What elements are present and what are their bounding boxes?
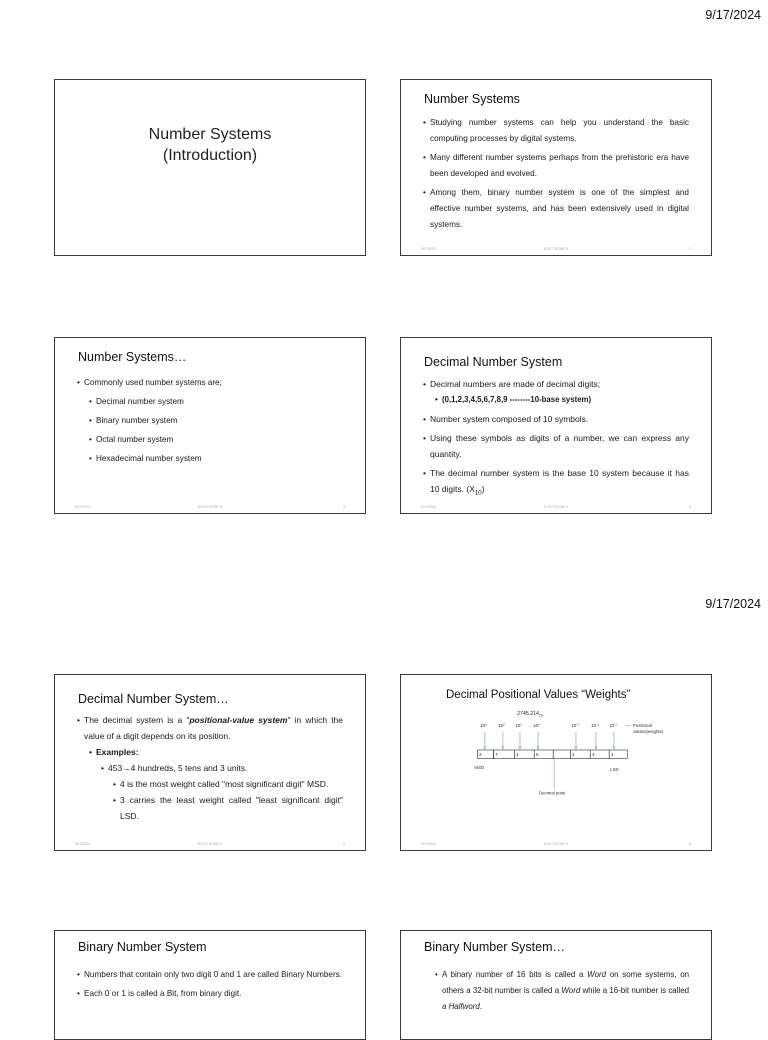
bullet-item: • Many different number systems perhaps from the prehistoric era have been developed and evolved. [423,150,689,182]
slide-heading: Number Systems [424,92,520,106]
weights-diagram [401,675,712,843]
power-label: $10^1$ [515,722,522,729]
footer-date: 9/17/2024 [421,842,437,846]
bullet-item: • Hexadecimal number system [89,449,343,468]
title-line: Number Systems [148,126,272,143]
slide-number: 4 [689,505,691,509]
bullet-text: " in which the value of a digit depends on its position. [84,715,344,741]
footer-center: ELECTRONICS [197,842,223,846]
slide-footer [421,247,691,251]
msd-label: MSD [474,764,485,770]
bullet-item: • Numbers that contain only two digit 0 and 1 are called Binary Numbers. [77,967,343,983]
digit-value: 4 [516,752,519,758]
footer-date: 9/17/2024 [421,505,437,509]
emphasis: Word [587,970,607,979]
digit-value: 7 [495,752,498,758]
slide-heading: Decimal Number System… [78,692,229,706]
footer-date: 9/17/2024 [421,247,437,251]
digit-value: 1 [592,752,595,758]
bullet-text: A binary number of 16 bits is called a [442,970,588,979]
bullet-item: • Using these symbols as digits of a number, we can express any quantity. [423,430,689,462]
bullet-list [77,712,343,824]
number-label: $2745.214_{10}$ [517,710,543,718]
bullet-item: • Decimal number system [89,392,343,411]
slide-heading: Binary Number System… [424,940,566,954]
power-label: $10^{-2}$ [591,722,599,729]
emphasis: Halfword [448,1002,480,1011]
bullet-list [435,967,689,1015]
bullet-item: • Number system composed of 10 symbols. [423,411,689,427]
bullet-item [423,465,689,502]
bullet-item: • Among them, binary number system is one of the simplest and effective number systems, and has been extensively used in digital systems. [423,185,689,233]
bullet-item: • 3 carries the least weight called "least significant digit" LSD. [113,792,343,824]
footer-center: ELECTRONICS [543,247,569,251]
slide-heading: Decimal Positional Values “Weights” [446,689,631,701]
digit-value: 5 [536,752,539,758]
slide-heading: Decimal Number System [424,355,563,369]
footer-date: 9/17/2024 [75,842,91,846]
slide-footer [75,842,345,846]
power-labels [480,722,617,728]
slide-number: 2 [689,247,691,251]
bullet-item: • 4 is the most weight called "most significant digit" MSD. [113,776,343,792]
slide-footer [75,505,345,509]
slide-footer [421,842,691,846]
bullet-text: while a 16-bit number is called a [442,986,689,1011]
slide-number: 5 [343,842,345,846]
bullet-text: The decimal system is a " [84,715,190,725]
slide-title [54,79,366,256]
page-date: 9/17/2024 [705,597,761,611]
slide-decimal-number-system [400,337,712,514]
bullet-item: • Studying number systems can help you understand the basic computing processes by digital systems. [423,115,689,147]
page-date: 9/17/2024 [705,8,761,22]
lsd-label: LSD [610,766,619,772]
slide-number: 6 [689,842,691,846]
power-label: $10^{-1}$ [571,722,579,729]
bullet-item [77,712,343,744]
bullet-list [423,115,689,233]
digit-row [477,750,627,759]
bullet-item: • Examples: [89,744,343,760]
bullet-text: . [479,1002,482,1011]
digit-value: 4 [611,752,614,758]
bullet-list [77,967,343,1002]
bullet-item: • Binary number system [89,411,343,430]
bullet-text-end: ) [481,484,485,494]
bullet-item: • Each 0 or 1 is called a Bit, from binary digit. [77,986,343,1002]
bullet-list [77,373,343,468]
slide-number-systems-cont [54,337,366,514]
bullet-item: • Commonly used number systems are; [77,373,343,392]
bullet-list [423,376,689,502]
power-label: $10^{-3}$ [609,722,617,729]
slide-number: 3 [343,505,345,509]
footer-center: ELECTRONICS [543,842,569,846]
subscript: 10 [474,490,482,497]
bullet-item: • (0,1,2,3,4,5,6,7,8,9 --------10-base system) [435,392,689,408]
slide-footer [421,505,691,509]
digit-value: 2 [479,752,482,758]
power-label: $10^2$ [498,722,505,729]
emphasis: positional-value system [189,715,288,725]
slide-number-systems [400,79,712,256]
slide-heading: Binary Number System [78,940,207,954]
weights-label: values(weights) [632,728,664,734]
slide-heading: Number Systems… [78,350,187,364]
bullet-item [435,967,689,1015]
emphasis: Word [561,986,581,995]
decimal-point-label: Decimal point [538,790,566,796]
footer-date: 9/17/2024 [75,505,91,509]
slide-title-text [55,124,365,166]
digit-value: 2 [572,752,575,758]
power-label: $10^0$ [533,722,540,729]
digit-cell [553,750,570,759]
weights-label: Positional [632,723,652,729]
power-label: $10^3$ [480,722,487,729]
bullet-text: The decimal number system is the base 10 system because it has 10 digits. (X [430,468,689,494]
slide-positional-weights [400,674,712,851]
bullet-item: • Octal number system [89,430,343,449]
footer-center: ELECTRONICS [197,505,223,509]
bullet-text: on some systems, on others a 32-bit number is called a [442,970,689,995]
weight-arrows [484,725,631,749]
footer-center: ELECTRONICS [543,505,569,509]
slide-decimal-positional [54,674,366,851]
bullet-item: • Decimal numbers are made of decimal digits; [423,376,689,392]
title-subtitle: (Introduction) [162,147,258,164]
bullet-item: • 453→4 hundreds, 5 tens and 3 units. [101,760,343,776]
